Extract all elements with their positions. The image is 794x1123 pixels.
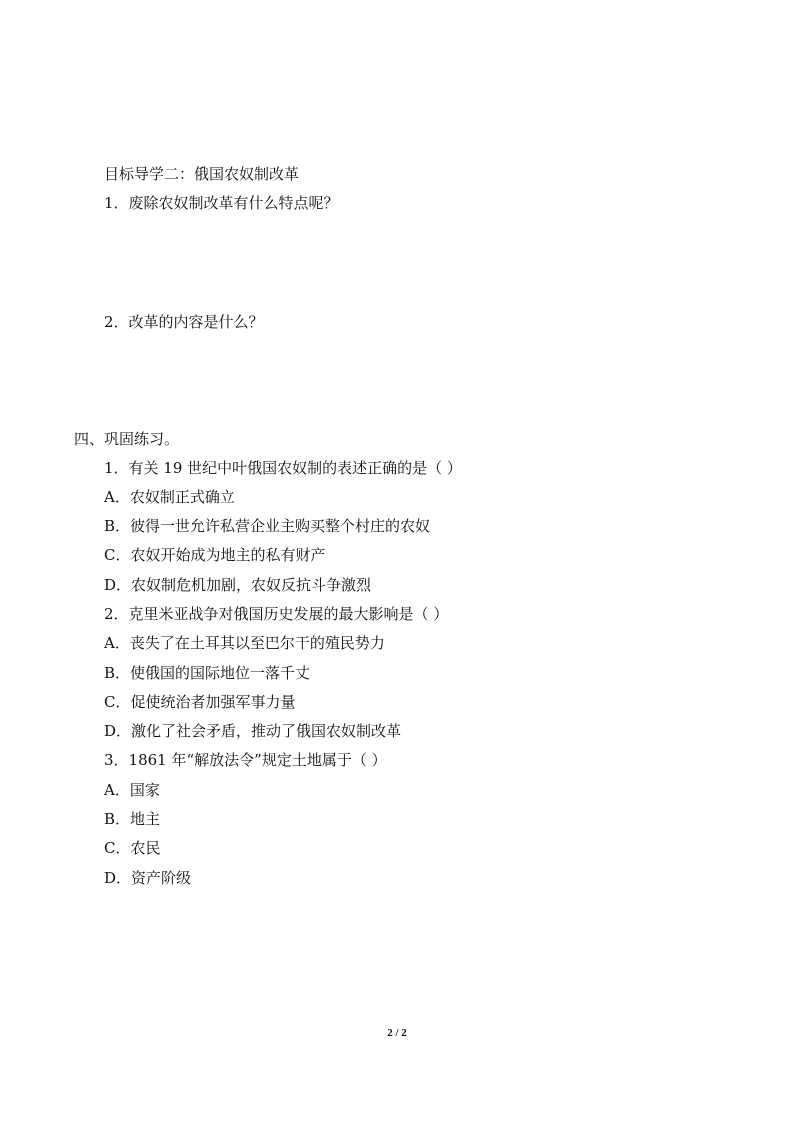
practice-q1-option-c: C．农奴开始成为地主的私有财产 <box>104 546 326 564</box>
practice-q1-option-d: D．农奴制危机加剧，农奴反抗斗争激烈 <box>104 576 372 594</box>
practice-q3-option-d: D．资产阶级 <box>104 869 192 887</box>
practice-q2-option-b: B．使俄国的国际地位一落千丈 <box>104 664 311 682</box>
practice-q3-option-b: B．地主 <box>104 810 161 828</box>
practice-q1-option-b: B．彼得一世允许私营企业主购买整个村庄的农奴 <box>104 517 431 535</box>
page-number: 2 / 2 <box>387 1027 407 1039</box>
practice-q3-stem: 3．1861 年“解放法令”规定土地属于（ ） <box>104 751 387 769</box>
practice-q3-option-c: C．农民 <box>104 839 161 857</box>
goal2-question-2: 2．改革的内容是什么？ <box>104 313 264 331</box>
practice-q1-stem: 1．有关 19 世纪中叶俄国农奴制的表述正确的是（ ） <box>104 459 462 477</box>
practice-q2-option-d: D．激化了社会矛盾，推动了俄国农奴制改革 <box>104 722 402 740</box>
section-goal2-title: 目标导学二：俄国农奴制改革 <box>104 165 300 183</box>
practice-q2-option-a: A．丧失了在土耳其以至巴尔干的殖民势力 <box>104 634 385 652</box>
practice-q3-option-a: A．国家 <box>104 781 160 799</box>
practice-q2-option-c: C．促使统治者加强军事力量 <box>104 693 296 711</box>
practice-q1-option-a: A．农奴制正式确立 <box>104 488 235 506</box>
section-practice-title: 四、巩固练习。 <box>74 430 180 448</box>
practice-q2-stem: 2．克里米亚战争对俄国历史发展的最大影响是（ ） <box>104 605 449 623</box>
goal2-question-1: 1．废除农奴制改革有什么特点呢？ <box>104 194 339 212</box>
